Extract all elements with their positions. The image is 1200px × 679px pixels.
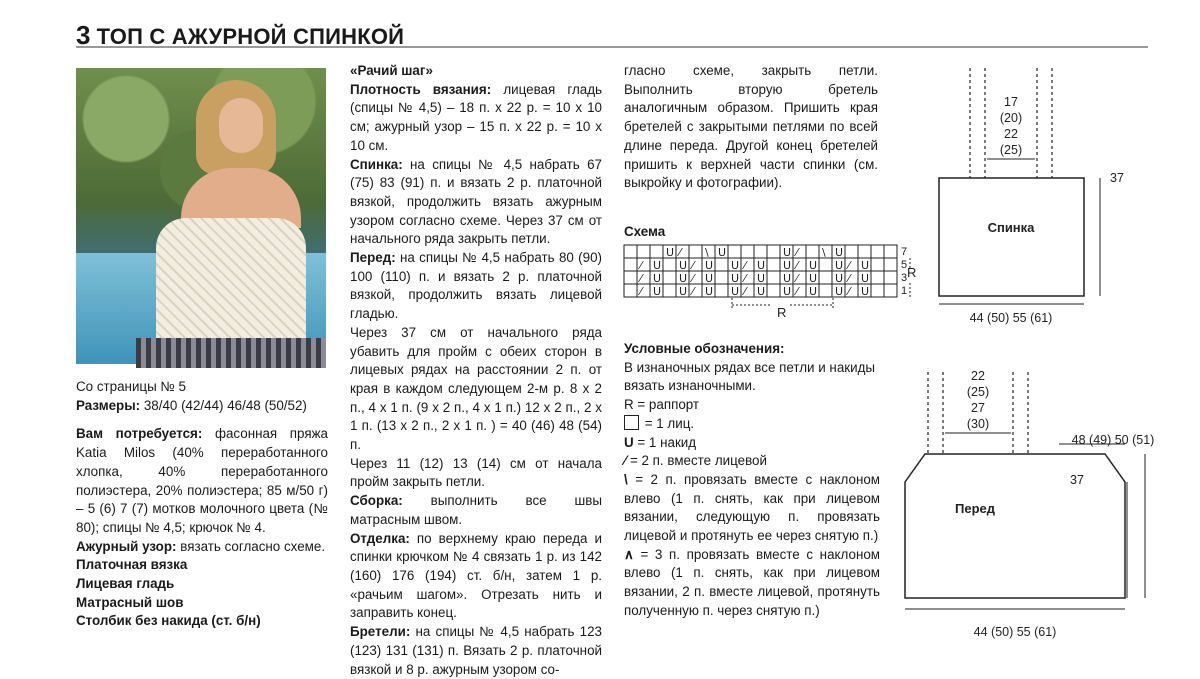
continuation-text: гласно схеме, закрыть петли. Выполнить вторую бретель аналогичным образом. Пришить края бретелей с закрытыми петлями по всей длине переда. Другой конец бретелей пришить к верхней части спинки (см. выкройку и фотографии). (624, 63, 878, 191)
legend-title: Условные обозначения: (624, 341, 785, 356)
back-value: на спицы № 4,5 набрать 67 (75) 83 (91) п. и вязать 2 р. платочной вязкой, продолжить вязать ажурным узором согласно схеме. Через 37 см от начального ряда закрыть петли. (350, 156, 602, 247)
chart-symbol: U (757, 285, 766, 298)
legend (624, 340, 880, 621)
sk2p-icon: ∧ (624, 546, 634, 562)
chart-symbol: U (731, 285, 740, 298)
ssk-icon: \ (624, 471, 628, 487)
chart-symbol: U (718, 246, 727, 259)
article-title: ТОП С АЖУРНОЙ СПИНКОЙ (96, 24, 405, 49)
chart-symbol: ⁄ (848, 285, 850, 298)
crab-stitch-term: «Рачий шаг» (350, 63, 433, 78)
back-strap-dim: (25) (999, 143, 1023, 157)
front-width-label: 44 (50) 55 (61) (973, 625, 1057, 639)
k2tog-icon: ⁄ (624, 453, 627, 469)
chart-symbol: U (861, 259, 870, 272)
chart-symbol: U (783, 259, 792, 272)
title-rule (76, 46, 1148, 48)
chart-symbol: ⁄ (796, 285, 798, 298)
front-armhole-text: Через 37 см от начального ряда убавить для пройм с обеих сторон в лицевых рядах на расстоянии 2 п. от края в каждом следующем 2-м р. 8 х 2 п., 4 х 1 п. (9 х 2 п., 4 х 1 п.) 12 х 2 п., 2 х 1 п. (13 х 2 п., 2 х 1 п. ) = 40 (46) 48 (54) п. (350, 324, 602, 453)
density-value: лицевая гладь (спицы № 4,5) – 18 п. х 22 р. = 10 х 10 см; ажурный узор – 15 п. х 22 р. = 10 х 10 см. (350, 81, 602, 153)
front-label: Перед: (350, 250, 396, 266)
chart-symbol: ⁄ (796, 259, 798, 272)
legend-item: ∧ = 3 п. провязать вместе с наклоном влево (1 п. снять, как при лицевом вязании, 2 п. вместе лицевой, протянуть полученную п. через снятую п.) (624, 546, 880, 618)
chart-symbol: U (757, 272, 766, 285)
term-item: Матрасный шов (76, 594, 184, 610)
chart-symbol: ⁄ (848, 272, 850, 285)
chart-symbol: U (705, 259, 714, 272)
chart-symbol: \ (705, 246, 709, 259)
row-number: 5 (901, 259, 908, 271)
knitting-chart (624, 243, 917, 320)
legend-item: ⁄ = 2 п. вместе лицевой (624, 453, 767, 469)
chart-symbol: ⁄ (744, 259, 746, 272)
chart-symbol: ⁄ (640, 272, 642, 285)
legend-intro: В изнаночных рядах все петли и накиды вязать изнаночными. (624, 359, 876, 394)
row-number: 3 (901, 272, 908, 284)
lace-label: Ажурный узор: (76, 538, 177, 554)
front-total-height-label: 48 (49) 50 (51) (1071, 433, 1155, 447)
repeat-label-bottom: R (777, 305, 787, 320)
legend-item: U = 1 накид (624, 434, 697, 450)
front-strap-dim: 27 (971, 401, 985, 415)
front-piece-label: Перед (955, 501, 995, 516)
chart-symbol: ⁄ (679, 246, 681, 259)
finishing-value: по верхнему краю переда и спинки крючком № 4 связать 1 р. из 142 (160) 176 (194) ст. б/н, затем 1 р. «рачьим шагом». Отрезать нить и заправить конец. (350, 530, 602, 621)
front-height-label: 37 (1070, 473, 1084, 487)
density-label: Плотность вязания: (350, 81, 492, 97)
materials-label: Вам потребуется: (76, 426, 203, 442)
chart-symbol: U (835, 259, 844, 272)
term-item: Столбик без накида (ст. б/н) (76, 613, 261, 629)
back-width-label: 44 (50) 55 (61) (969, 311, 1053, 325)
chart-symbol: U (679, 259, 688, 272)
knit-stitch-icon (624, 415, 639, 430)
sizes-label: Размеры: (76, 397, 141, 413)
source-note: Со страницы № 5 (76, 379, 186, 394)
instructions-column (350, 62, 602, 679)
chart-symbol: U (809, 272, 818, 285)
chart-symbol: U (783, 246, 792, 259)
chart-symbol: U (835, 272, 844, 285)
front-strap-dim: 22 (971, 369, 985, 383)
legend-item: \ = 2 п. провязать вместе с наклоном влево (1 п. снять, как при лицевом вязании, следующую п. провязать лицевой и протянуть ее через снятую п.) (624, 471, 880, 544)
chart-symbol: U (679, 285, 688, 298)
schema-title: Схема (624, 224, 666, 239)
straps-label: Бретели: (350, 624, 411, 640)
chart-symbol: ⁄ (692, 272, 694, 285)
term-item: Лицевая гладь (76, 576, 175, 592)
article-number: 3 (76, 20, 91, 50)
assembly-value: выполнить все швы матрасным швом. (350, 493, 602, 527)
chart-symbol: ⁄ (744, 272, 746, 285)
chart-symbol: U (757, 259, 766, 272)
chart-symbol: U (731, 272, 740, 285)
row-number: 7 (901, 246, 908, 258)
pattern-diagram (895, 60, 1185, 650)
chart-symbol: \ (822, 246, 826, 259)
chart-symbol: U (679, 272, 688, 285)
chart-symbol: U (809, 259, 818, 272)
lace-value: вязать согласно схеме. (176, 538, 326, 554)
finishing-label: Отделка: (350, 530, 410, 546)
back-piece-outline (939, 178, 1084, 296)
front-strap-dim: (30) (966, 417, 990, 431)
chart-symbol: ⁄ (692, 259, 694, 272)
chart-symbol: U (705, 285, 714, 298)
assembly-label: Сборка: (350, 493, 403, 509)
straps-value: на спицы № 4,5 набрать 123 (123) 131 (131) п. Вязать 2 р. платочной вязкой и 8 р. ажурным узором со- (350, 624, 602, 677)
back-strap-dim: 17 (1004, 95, 1018, 109)
chart-symbol: ⁄ (848, 259, 850, 272)
materials-column (76, 378, 328, 631)
chart-symbol: U (666, 246, 675, 259)
chart-symbol: U (653, 272, 662, 285)
chart-symbol: ⁄ (692, 285, 694, 298)
legend-item: R = раппорт (624, 397, 700, 413)
chart-symbol: ⁄ (796, 246, 798, 259)
materials-value: фасонная пряжа Katia Milos (40% переработанного хлопка, 40% переработанного полиэстера, 20% полиэстера; 85 м/50 г) – 5 (6) 7 (7) мотков молочного цвета (№ 80); спицы № 4,5; крючок № 4. (76, 426, 328, 535)
front-piece-outline (905, 454, 1125, 598)
front-value: на спицы № 4,5 набрать 80 (90) 100 (110) п. и вязать 2 р. платочной вязкой, продолжить вязать лицевой гладью. (350, 250, 602, 322)
chart-symbol: ⁄ (744, 285, 746, 298)
chart-symbol: ⁄ (640, 285, 642, 298)
repeat-label-side: R (907, 265, 917, 280)
term-item: Платочная вязка (76, 557, 188, 573)
chart-symbol: U (653, 259, 662, 272)
chart-symbol: ⁄ (796, 272, 798, 285)
chart-symbol: U (835, 246, 844, 259)
back-strap-dim: 22 (1004, 127, 1018, 141)
front-strap-dim: (25) (966, 385, 990, 399)
chart-symbol: ⁄ (640, 259, 642, 272)
chart-symbol: U (783, 285, 792, 298)
front-close-text: Через 11 (12) 13 (14) см от начала пройм закрыть петли. (350, 455, 602, 490)
chart-symbol: U (861, 272, 870, 285)
yarn-over-icon: U (624, 434, 634, 450)
model-photo (76, 68, 326, 364)
chart-symbol: U (861, 285, 870, 298)
chart-symbol: U (705, 272, 714, 285)
chart-symbol: U (653, 285, 662, 298)
chart-symbol: U (731, 259, 740, 272)
chart-symbol: U (783, 272, 792, 285)
legend-item: = 1 лиц. (624, 415, 880, 434)
back-height-label: 37 (1110, 171, 1124, 185)
chart-symbol: U (835, 285, 844, 298)
sizes-value: 38/40 (42/44) 46/48 (50/52) (140, 397, 307, 413)
back-piece-label: Спинка (987, 220, 1035, 235)
row-number: 1 (901, 285, 908, 297)
back-label: Спинка: (350, 156, 403, 172)
back-strap-dim: (20) (999, 111, 1023, 125)
chart-symbol: U (809, 285, 818, 298)
